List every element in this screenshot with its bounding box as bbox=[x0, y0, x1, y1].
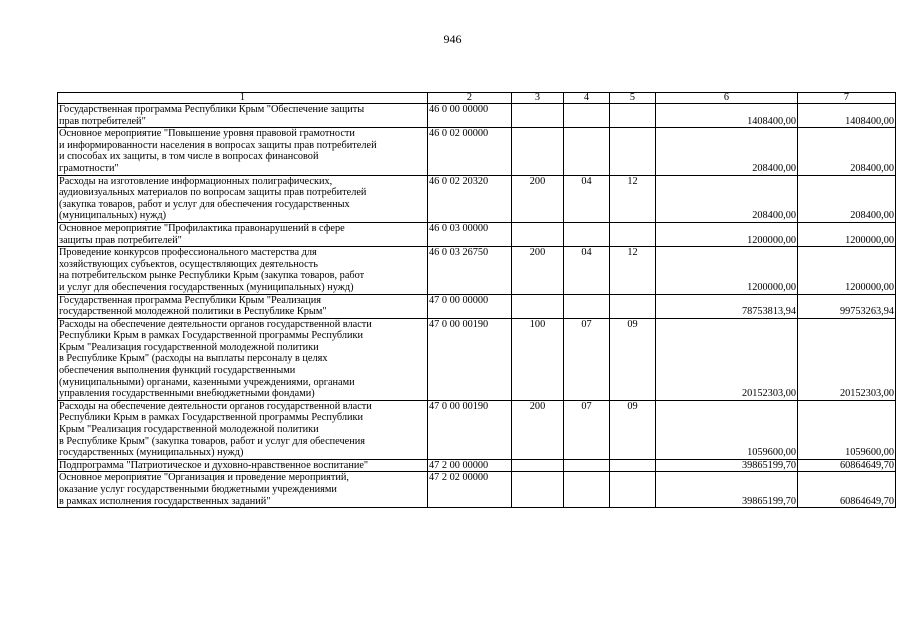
row-section: 04 bbox=[564, 247, 610, 294]
table-row bbox=[58, 400, 896, 459]
row-expense-type bbox=[512, 128, 564, 175]
row-expense-type: 200 bbox=[512, 400, 564, 459]
row-expense-type: 200 bbox=[512, 247, 564, 294]
row-subsection: 09 bbox=[610, 318, 656, 400]
row-amount-year1: 1059600,00 bbox=[656, 400, 798, 459]
row-amount-year2: 208400,00 bbox=[798, 128, 896, 175]
row-amount-year1: 208400,00 bbox=[656, 128, 798, 175]
row-subsection: 12 bbox=[610, 247, 656, 294]
row-description: Государственная программа Республики Крым "Обеспечение защиты прав потребителей" bbox=[58, 104, 428, 128]
column-header: 2 bbox=[428, 93, 512, 104]
row-description: Расходы на изготовление информационных полиграфических, аудиовизуальных материалов по вопросам защиты прав потребителей (закупка товаров, работ и услуг для обеспечения государственных (муниципальных) нужд) bbox=[58, 175, 428, 222]
row-amount-year2: 60864649,70 bbox=[798, 459, 896, 472]
row-code: 46 0 00 00000 bbox=[428, 104, 512, 128]
column-header: 5 bbox=[610, 93, 656, 104]
row-section bbox=[564, 222, 610, 246]
row-amount-year1: 208400,00 bbox=[656, 175, 798, 222]
row-description: Основное мероприятие "Повышение уровня правовой грамотности и информированности населения в вопросах защиты прав потребителей и способах их защиты, в том числе в вопросах финансовой грамотности" bbox=[58, 128, 428, 175]
row-code: 46 0 02 20320 bbox=[428, 175, 512, 222]
row-section: 04 bbox=[564, 175, 610, 222]
row-section bbox=[564, 472, 610, 508]
row-amount-year1: 1408400,00 bbox=[656, 104, 798, 128]
row-section bbox=[564, 294, 610, 318]
row-subsection bbox=[610, 472, 656, 508]
column-header: 4 bbox=[564, 93, 610, 104]
row-amount-year2: 60864649,70 bbox=[798, 472, 896, 508]
row-code: 46 0 03 00000 bbox=[428, 222, 512, 246]
row-section: 07 bbox=[564, 318, 610, 400]
row-description: Проведение конкурсов профессионального мастерства для хозяйствующих субъектов, осуществляющих деятельность на потребительском рынке Республики Крым (закупка товаров, работ и услуг для обеспечения государственных (муниципальных) нужд) bbox=[58, 247, 428, 294]
row-amount-year1: 39865199,70 bbox=[656, 472, 798, 508]
row-expense-type bbox=[512, 294, 564, 318]
table-row bbox=[58, 318, 896, 400]
row-code: 47 0 00 00190 bbox=[428, 318, 512, 400]
row-code: 46 0 03 26750 bbox=[428, 247, 512, 294]
row-description: Подпрограмма "Патриотическое и духовно-нравственное воспитание" bbox=[58, 459, 428, 472]
table-row bbox=[58, 175, 896, 222]
row-subsection bbox=[610, 459, 656, 472]
row-amount-year1: 78753813,94 bbox=[656, 294, 798, 318]
table-row bbox=[58, 472, 896, 508]
row-expense-type bbox=[512, 104, 564, 128]
row-section bbox=[564, 104, 610, 128]
row-expense-type bbox=[512, 459, 564, 472]
table-row bbox=[58, 294, 896, 318]
header-row bbox=[58, 93, 896, 104]
column-header: 7 bbox=[798, 93, 896, 104]
row-description: Основное мероприятие "Профилактика правонарушений в сфере защиты прав потребителей" bbox=[58, 222, 428, 246]
row-subsection: 12 bbox=[610, 175, 656, 222]
row-amount-year2: 1408400,00 bbox=[798, 104, 896, 128]
row-description: Основное мероприятие "Организация и проведение мероприятий, оказание услуг государственными бюджетными учреждениями в рамках исполнения государственных заданий" bbox=[58, 472, 428, 508]
table-row bbox=[58, 104, 896, 128]
row-section: 07 bbox=[564, 400, 610, 459]
row-amount-year1: 20152303,00 bbox=[656, 318, 798, 400]
row-subsection bbox=[610, 222, 656, 246]
page-number: 946 bbox=[443, 32, 462, 46]
row-code: 47 0 00 00190 bbox=[428, 400, 512, 459]
row-subsection bbox=[610, 104, 656, 128]
column-header: 6 bbox=[656, 93, 798, 104]
table-row bbox=[58, 459, 896, 472]
row-section bbox=[564, 128, 610, 175]
row-subsection bbox=[610, 128, 656, 175]
row-description: Расходы на обеспечение деятельности органов государственной власти Республики Крым в рамках Государственной программы Республики Крым "Реализация государственной молодежной политики в Республике Крым" (закупка товаров, работ и услуг для обеспечения государственных (муниципальных) нужд) bbox=[58, 400, 428, 459]
row-amount-year1: 1200000,00 bbox=[656, 247, 798, 294]
row-code: 47 0 00 00000 bbox=[428, 294, 512, 318]
row-section bbox=[564, 459, 610, 472]
row-expense-type bbox=[512, 472, 564, 508]
row-amount-year2: 1200000,00 bbox=[798, 247, 896, 294]
row-expense-type bbox=[512, 222, 564, 246]
row-amount-year1: 39865199,70 bbox=[656, 459, 798, 472]
row-code: 47 2 00 00000 bbox=[428, 459, 512, 472]
row-expense-type: 100 bbox=[512, 318, 564, 400]
row-amount-year2: 1200000,00 bbox=[798, 222, 896, 246]
row-amount-year2: 20152303,00 bbox=[798, 318, 896, 400]
row-amount-year2: 99753263,94 bbox=[798, 294, 896, 318]
row-description: Государственная программа Республики Крым "Реализация государственной молодежной политики в Республике Крым" bbox=[58, 294, 428, 318]
row-code: 46 0 02 00000 bbox=[428, 128, 512, 175]
table-row bbox=[58, 222, 896, 246]
row-code: 47 2 02 00000 bbox=[428, 472, 512, 508]
table-row bbox=[58, 247, 896, 294]
row-amount-year2: 1059600,00 bbox=[798, 400, 896, 459]
row-subsection: 09 bbox=[610, 400, 656, 459]
row-amount-year1: 1200000,00 bbox=[656, 222, 798, 246]
row-expense-type: 200 bbox=[512, 175, 564, 222]
column-header: 1 bbox=[58, 93, 428, 104]
column-header: 3 bbox=[512, 93, 564, 104]
row-description: Расходы на обеспечение деятельности органов государственной власти Республики Крым в рамках Государственной программы Республики Крым "Реализация государственной молодежной политики в Республике Крым" (расходы на выплаты персоналу в целях обеспечения выполнения функций государственными (муниципальными) органами, казенными учреждениями, органами управления государственными внебюджетными фондами) bbox=[58, 318, 428, 400]
row-subsection bbox=[610, 294, 656, 318]
budget-table bbox=[57, 92, 896, 508]
table-row bbox=[58, 128, 896, 175]
row-amount-year2: 208400,00 bbox=[798, 175, 896, 222]
